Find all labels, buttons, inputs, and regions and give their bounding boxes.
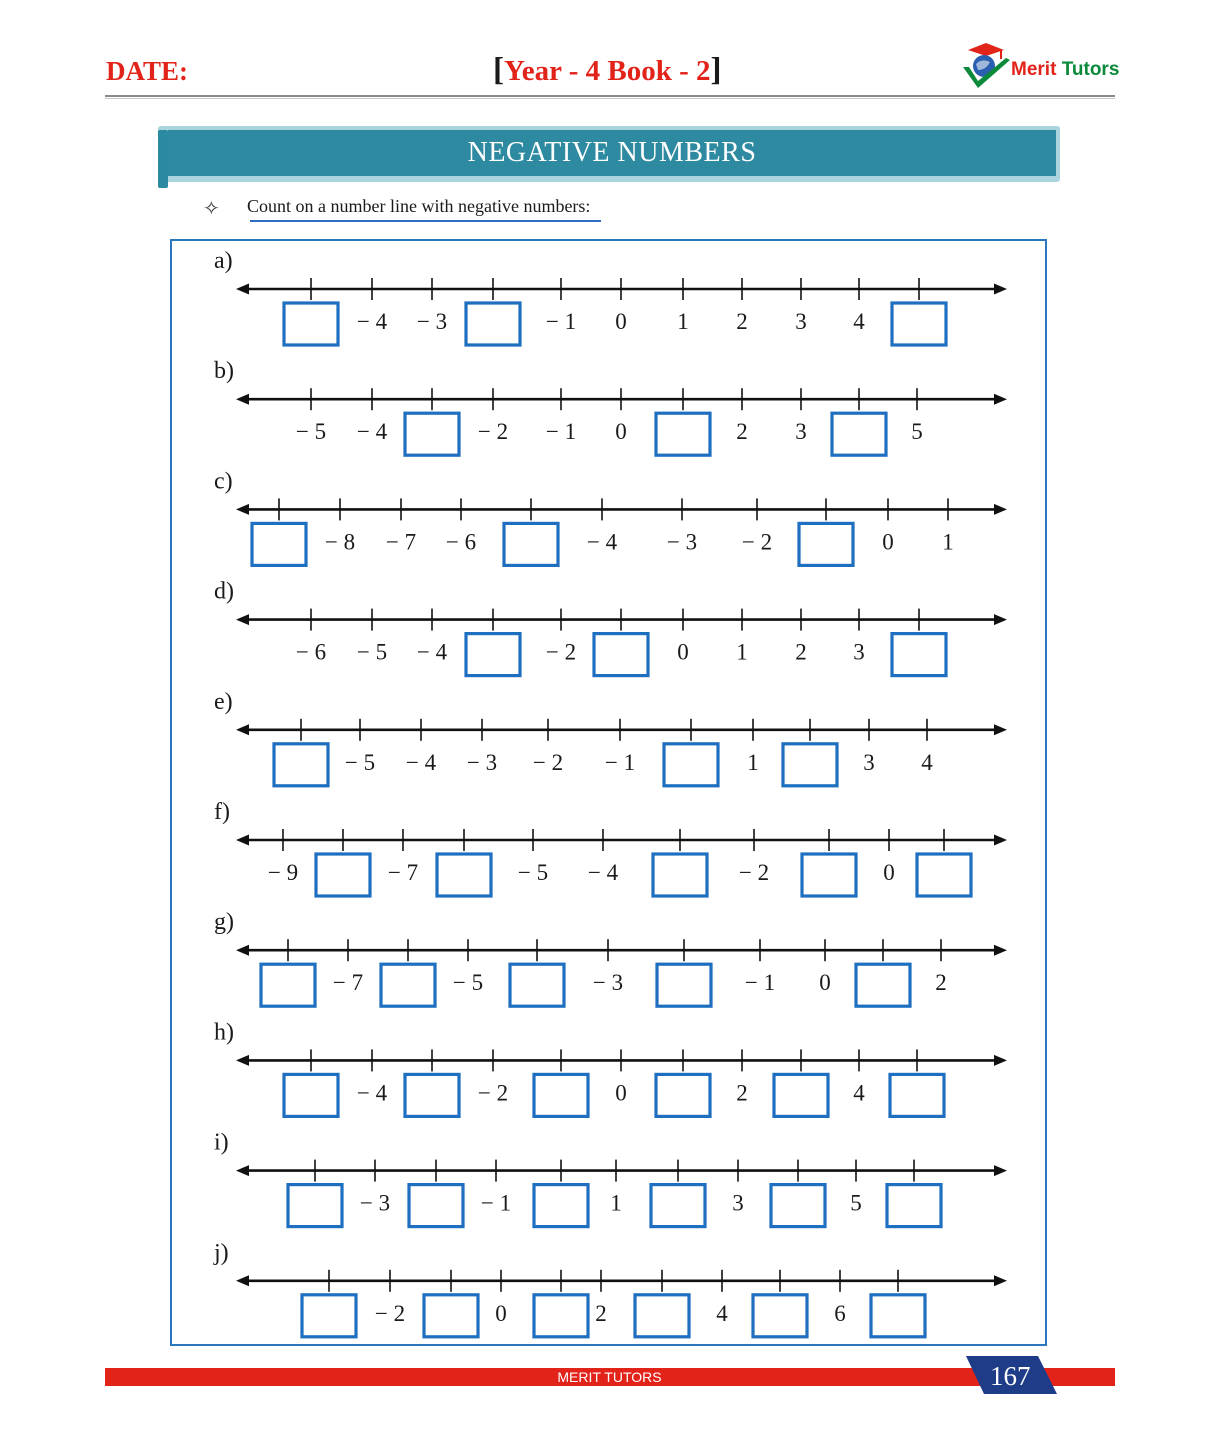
- answer-box[interactable]: [252, 523, 306, 565]
- arrow-right-icon: [994, 1165, 1007, 1176]
- tick-label: 4: [853, 1080, 865, 1106]
- arrow-right-icon: [994, 835, 1007, 846]
- exercise-label: a): [214, 248, 233, 274]
- answer-box[interactable]: [774, 1074, 828, 1116]
- tick-label: − 2: [738, 860, 770, 885]
- answer-box[interactable]: [892, 303, 946, 345]
- arrow-right-icon: [994, 614, 1007, 625]
- tick-label: − 7: [332, 970, 364, 996]
- tick-label: − 3: [416, 309, 448, 334]
- answer-box[interactable]: [657, 964, 711, 1006]
- arrow-left-icon: [236, 1275, 249, 1286]
- tick-label: 4: [716, 1300, 728, 1326]
- arrow-left-icon: [236, 724, 249, 735]
- tick-label: 2: [935, 970, 947, 996]
- tick-label: 1: [610, 1190, 622, 1216]
- tick-label: 0: [495, 1300, 507, 1326]
- tick-label: − 4: [356, 419, 388, 445]
- answer-box[interactable]: [381, 964, 435, 1006]
- tick-label: − 5: [356, 639, 388, 665]
- exercise-label: d): [214, 578, 234, 605]
- answer-box[interactable]: [656, 413, 710, 455]
- tick-label: 2: [736, 419, 748, 445]
- exercise-label: j): [214, 1239, 229, 1266]
- tick-label: − 5: [295, 419, 327, 445]
- tick-label: 0: [615, 419, 627, 445]
- tick-label: 2: [736, 1080, 748, 1106]
- tick-label: − 1: [604, 749, 636, 775]
- arrow-right-icon: [994, 945, 1007, 956]
- arrow-left-icon: [236, 394, 249, 405]
- answer-box[interactable]: [284, 1074, 338, 1116]
- tick-label: 3: [795, 419, 807, 445]
- answer-box[interactable]: [316, 854, 370, 896]
- arrow-left-icon: [236, 1055, 249, 1066]
- answer-box[interactable]: [405, 1074, 459, 1116]
- answer-box[interactable]: [409, 1185, 463, 1227]
- tick-label: 1: [736, 639, 748, 665]
- tick-label: 2: [795, 639, 807, 665]
- tick-label: 5: [911, 419, 923, 445]
- answer-box[interactable]: [466, 303, 520, 345]
- tick-label: 3: [732, 1190, 744, 1216]
- tick-label: − 7: [387, 860, 419, 885]
- footer-text: MERIT TUTORS: [557, 1369, 662, 1385]
- book-title-text: Year - 4 Book - 2: [504, 55, 711, 87]
- exercise-label: h): [214, 1019, 234, 1046]
- tick-label: 3: [853, 639, 865, 665]
- tick-label: 4: [853, 309, 865, 334]
- book-bracket-open: [: [493, 52, 504, 88]
- tick-label: − 6: [295, 639, 327, 665]
- arrow-right-icon: [994, 504, 1007, 515]
- tick-label: 2: [595, 1300, 607, 1326]
- tick-label: 0: [677, 639, 689, 665]
- answer-box[interactable]: [274, 744, 328, 786]
- tick-label: − 4: [587, 860, 619, 885]
- answer-box[interactable]: [284, 303, 338, 345]
- answer-box[interactable]: [424, 1295, 478, 1337]
- tick-label: 0: [883, 860, 895, 885]
- date-label: DATE:: [106, 56, 189, 86]
- tick-label: 3: [795, 309, 807, 334]
- tick-label: − 2: [477, 419, 509, 445]
- answer-box[interactable]: [656, 1074, 710, 1116]
- tick-label: − 6: [445, 529, 477, 555]
- tick-label: − 3: [592, 970, 624, 996]
- answer-box[interactable]: [753, 1295, 807, 1337]
- book-bracket-close: ]: [710, 52, 722, 88]
- arrow-left-icon: [236, 614, 249, 625]
- exercise-label: b): [214, 358, 234, 385]
- tick-label: 4: [921, 749, 933, 775]
- exercise-label: e): [214, 688, 233, 715]
- tick-label: − 2: [741, 529, 773, 555]
- tick-label: 0: [615, 309, 627, 334]
- tick-label: − 1: [545, 309, 577, 334]
- answer-box[interactable]: [504, 523, 558, 565]
- arrow-right-icon: [994, 394, 1007, 405]
- tick-label: − 5: [344, 749, 376, 775]
- answer-box[interactable]: [871, 1295, 925, 1337]
- tick-label: − 1: [744, 970, 776, 996]
- answer-box[interactable]: [510, 964, 564, 1006]
- answer-box[interactable]: [405, 413, 459, 455]
- four-pointed-star-icon: ✧: [203, 196, 220, 220]
- arrow-right-icon: [994, 724, 1007, 735]
- tick-label: − 4: [356, 309, 388, 334]
- answer-box[interactable]: [799, 523, 853, 565]
- tick-label: − 8: [324, 529, 356, 555]
- exercise-label: f): [214, 799, 230, 825]
- answer-box[interactable]: [651, 1185, 705, 1227]
- tick-label: − 3: [466, 749, 498, 775]
- tick-label: 6: [834, 1300, 846, 1326]
- tick-label: − 9: [267, 860, 299, 885]
- logo-merit: Merit: [1011, 59, 1057, 80]
- tick-label: − 4: [356, 1080, 388, 1106]
- tick-label: 0: [882, 529, 894, 555]
- tick-label: − 2: [374, 1300, 406, 1326]
- tick-label: − 3: [666, 529, 698, 555]
- answer-box[interactable]: [534, 1074, 588, 1116]
- answer-box[interactable]: [466, 634, 520, 676]
- arrow-left-icon: [236, 504, 249, 515]
- tick-label: 1: [942, 529, 954, 555]
- tick-label: − 3: [359, 1190, 391, 1216]
- page-number: 167: [990, 1361, 1031, 1391]
- page-title: NEGATIVE NUMBERS: [168, 130, 1056, 176]
- tick-label: − 1: [480, 1190, 512, 1216]
- tick-label: 1: [677, 309, 689, 334]
- tick-label: 0: [819, 970, 831, 996]
- tick-label: 3: [863, 749, 875, 775]
- arrow-right-icon: [994, 1275, 1007, 1286]
- answer-box[interactable]: [890, 1074, 944, 1116]
- arrow-left-icon: [236, 835, 249, 846]
- answer-box[interactable]: [635, 1295, 689, 1337]
- tick-label: − 2: [477, 1080, 509, 1106]
- tick-label: − 4: [416, 639, 448, 665]
- answer-box[interactable]: [771, 1185, 825, 1227]
- answer-box[interactable]: [887, 1185, 941, 1227]
- logo-tutors: Tutors: [1061, 59, 1120, 80]
- answer-box[interactable]: [534, 1295, 588, 1337]
- exercise-label: i): [214, 1129, 229, 1156]
- answer-box[interactable]: [302, 1295, 356, 1337]
- arrow-left-icon: [236, 1165, 249, 1176]
- arrow-left-icon: [236, 284, 249, 295]
- tick-label: 5: [850, 1190, 862, 1216]
- tick-label: 2: [736, 309, 748, 334]
- answer-box[interactable]: [261, 964, 315, 1006]
- tick-label: 1: [747, 749, 759, 775]
- answer-box[interactable]: [437, 854, 491, 896]
- answer-box[interactable]: [664, 744, 718, 786]
- answer-box[interactable]: [534, 1185, 588, 1227]
- tick-label: − 2: [532, 749, 564, 775]
- answer-box[interactable]: [288, 1185, 342, 1227]
- tick-label: − 4: [405, 749, 437, 775]
- tick-label: − 7: [385, 529, 417, 555]
- exercise-label: g): [214, 909, 234, 936]
- tick-label: − 5: [452, 970, 484, 996]
- answer-box[interactable]: [653, 854, 707, 896]
- arrow-right-icon: [994, 1055, 1007, 1066]
- exercise-label: c): [214, 468, 233, 495]
- arrow-right-icon: [994, 284, 1007, 295]
- answer-box[interactable]: [802, 854, 856, 896]
- answer-box[interactable]: [832, 413, 886, 455]
- tick-label: − 1: [545, 419, 577, 445]
- tick-label: 0: [615, 1080, 627, 1106]
- answer-box[interactable]: [594, 634, 648, 676]
- arrow-left-icon: [236, 945, 249, 956]
- answer-box[interactable]: [917, 854, 971, 896]
- instruction-text: Count on a number line with negative numbers:: [247, 196, 591, 216]
- answer-box[interactable]: [783, 744, 837, 786]
- tick-label: − 4: [586, 529, 618, 555]
- tick-label: − 5: [517, 860, 549, 885]
- answer-box[interactable]: [856, 964, 910, 1006]
- answer-box[interactable]: [892, 634, 946, 676]
- tick-label: − 2: [545, 639, 577, 665]
